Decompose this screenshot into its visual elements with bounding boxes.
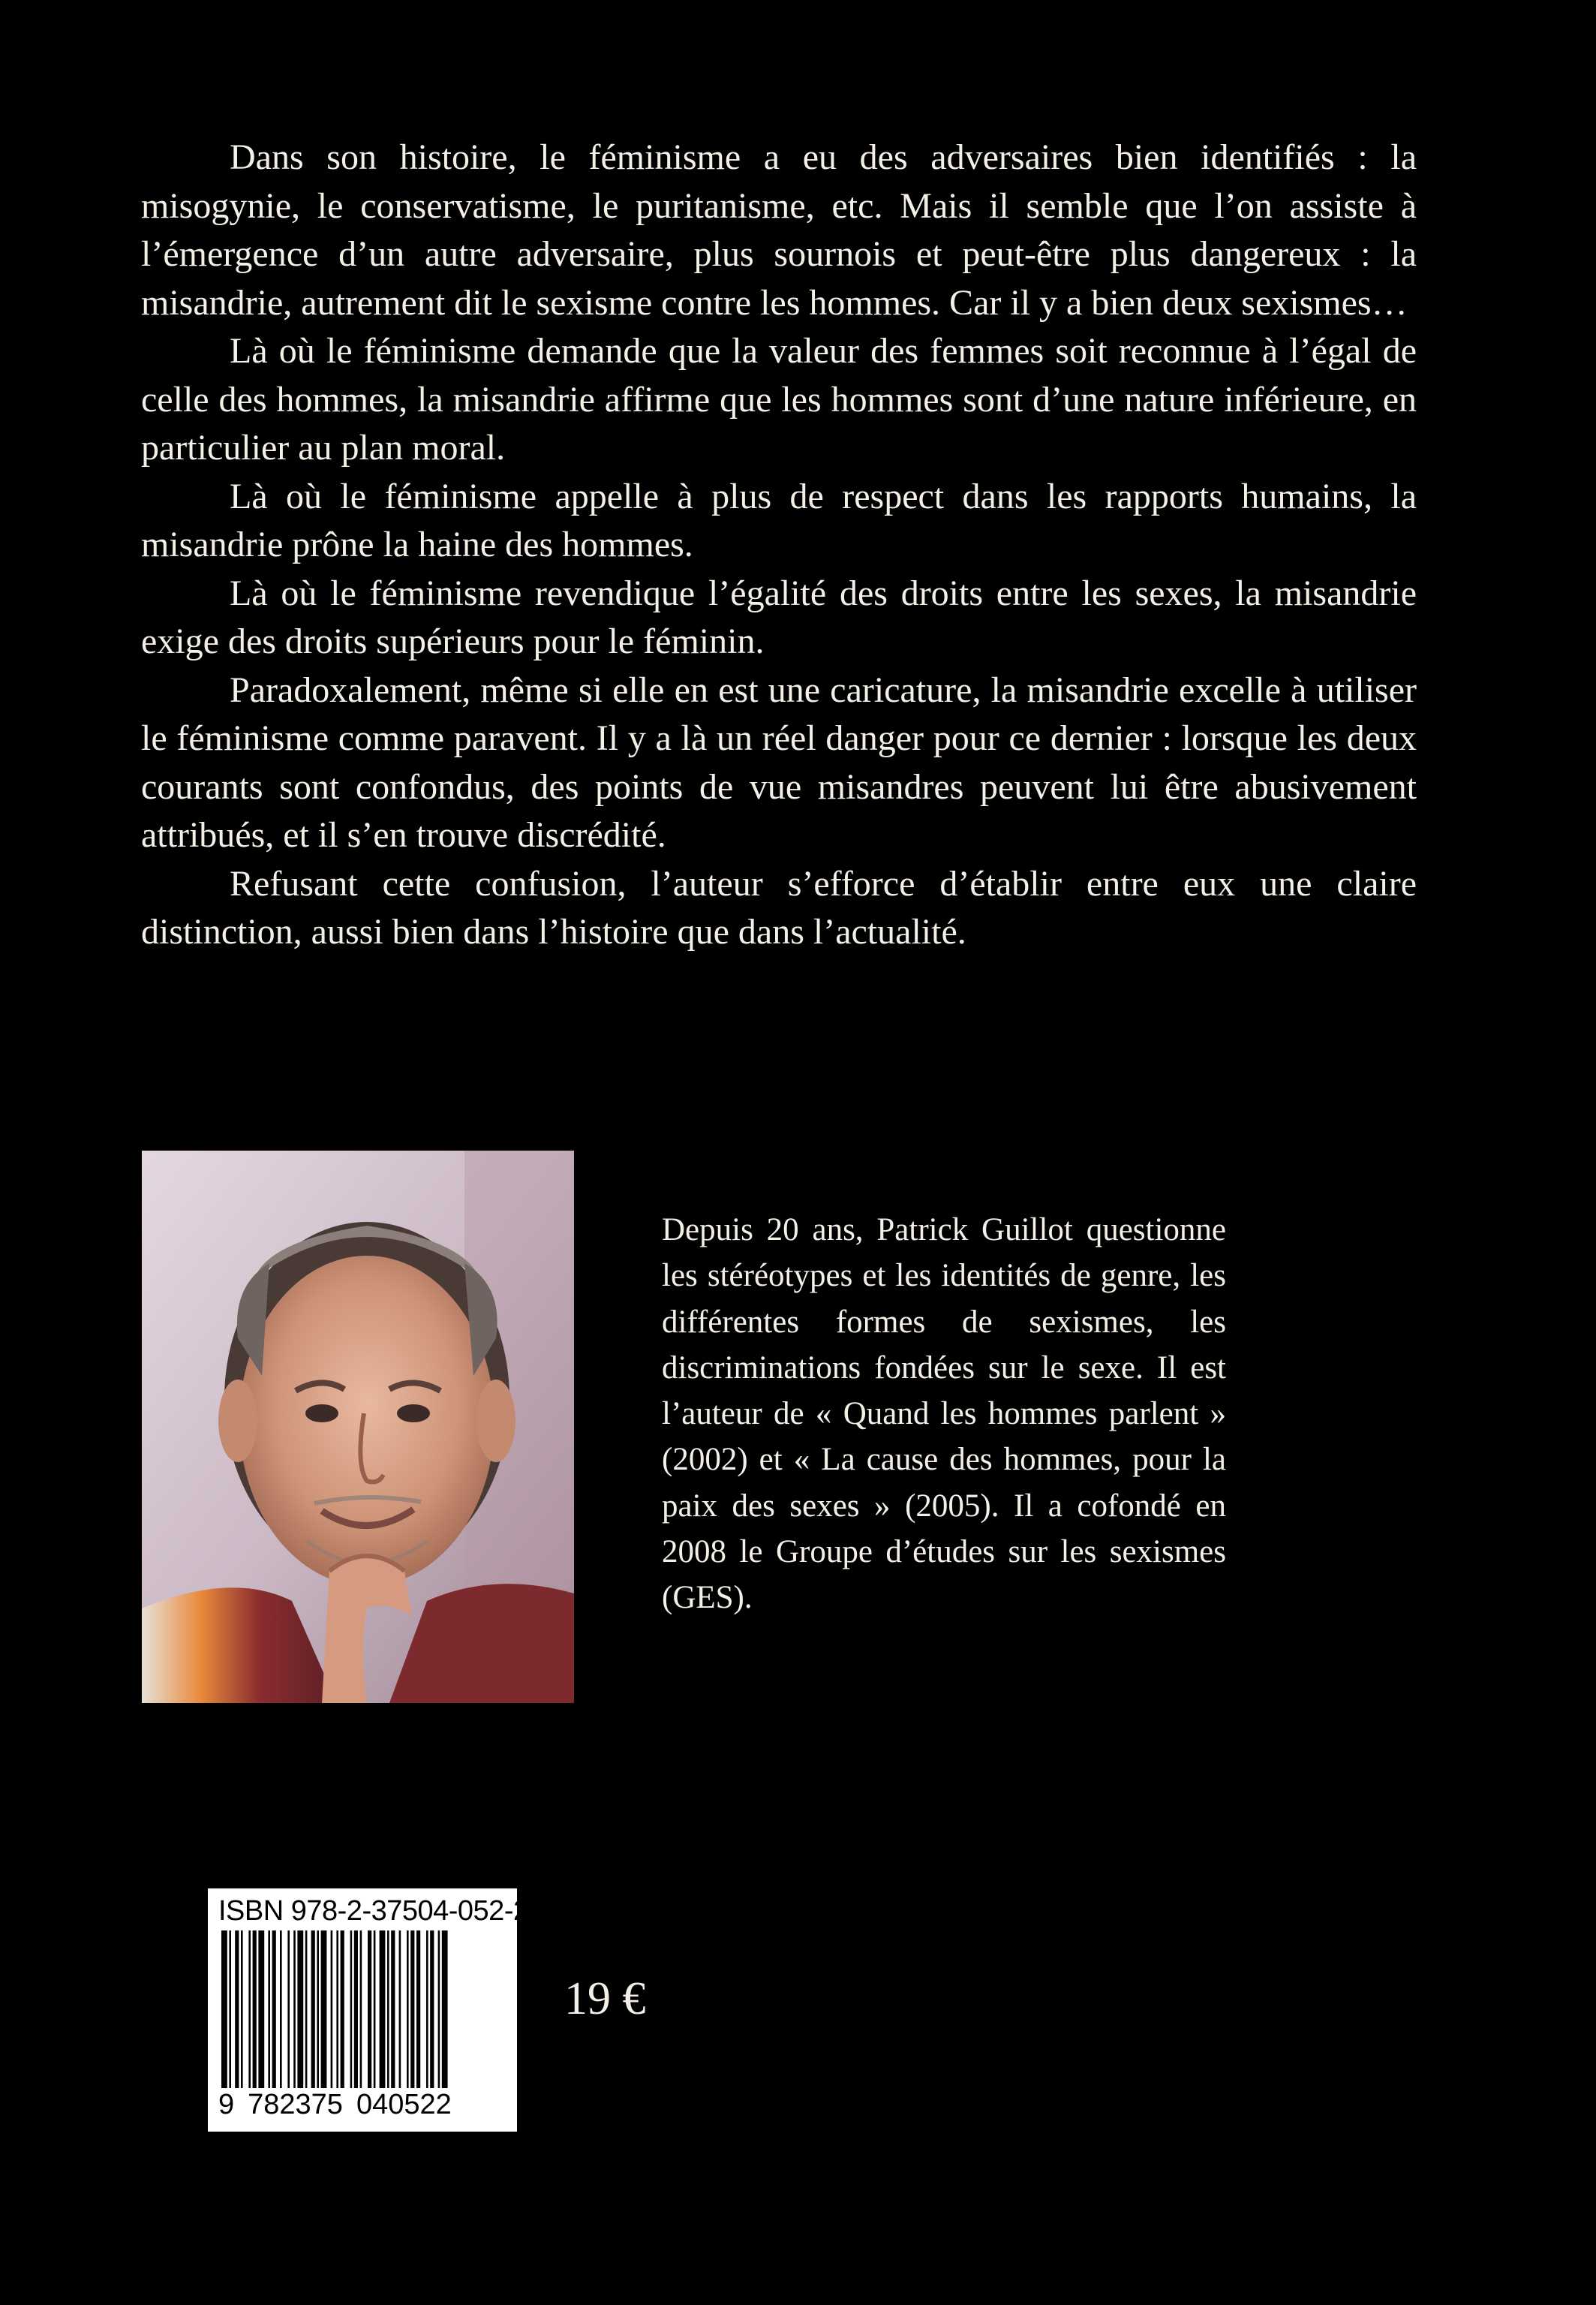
author-bio: Depuis 20 ans, Patrick Guillot questionne les stéréotypes et les identités de genre, les différentes formes de sexismes, les discriminations fondées sur le sexe. Il est l’auteur de « Quand les hommes parlent » (2002) et « La cause des hommes, pour la paix des sexes » (2005). Il a cofondé en 2008 le Groupe d’études sur les sexismes (GES). bbox=[662, 1212, 1226, 1616]
barcode-bar bbox=[399, 1930, 401, 2088]
back-cover-blurb bbox=[141, 134, 1417, 957]
barcode-bar bbox=[241, 1930, 243, 2088]
barcode-bar bbox=[321, 1930, 327, 2088]
blurb-paragraph: Là où le féminisme revendique l’égalité des droits entre les sexes, la misandrie exige des droits supérieurs pour le féminin. bbox=[141, 573, 1417, 661]
barcode-digit-first: 9 bbox=[218, 2089, 235, 2120]
barcode-bar bbox=[374, 1930, 376, 2088]
isbn-barcode bbox=[208, 1888, 529, 2132]
barcode-bar bbox=[426, 1930, 428, 2088]
barcode-bar bbox=[391, 1930, 395, 2088]
barcode-digits-right: 040522 bbox=[356, 2089, 452, 2120]
price-tag: 19 € bbox=[564, 1973, 646, 2024]
barcode-bar bbox=[235, 1930, 239, 2088]
barcode-bar bbox=[311, 1930, 315, 2088]
barcode-digits bbox=[218, 2090, 506, 2120]
barcode-bar bbox=[442, 1930, 448, 2088]
barcode-bar bbox=[221, 1930, 227, 2088]
barcode-bar bbox=[416, 1930, 420, 2088]
blurb-paragraph: Dans son histoire, le féminisme a eu des adversaires bien identifiés : la misogynie, le conservatisme, le puritanisme, etc. Mais il semble que l’on assiste à l’émergence d’un autre adversaire, plus sournois et peut-être plus dangereux : la misandrie, autrement dit le sexisme contre les hommes. Car il y a bien deux sexismes… bbox=[141, 137, 1417, 323]
author-photo bbox=[142, 1151, 574, 1703]
barcode-bar bbox=[341, 1930, 344, 2088]
barcode-bar bbox=[410, 1930, 414, 2088]
barcode-bar bbox=[287, 1930, 290, 2088]
barcode-bar bbox=[305, 1930, 308, 2088]
author-portrait-illustration bbox=[142, 1151, 574, 1703]
barcode-bar bbox=[293, 1930, 296, 2088]
barcode-bar bbox=[317, 1930, 319, 2088]
barcode-bar bbox=[229, 1930, 231, 2088]
barcode-bar bbox=[297, 1930, 303, 2088]
barcode-bar bbox=[368, 1930, 371, 2088]
barcode-bar bbox=[258, 1930, 264, 2088]
barcode-bar bbox=[360, 1930, 362, 2088]
barcode-bar bbox=[380, 1930, 386, 2088]
barcode-bars bbox=[218, 1930, 506, 2088]
barcode-bar bbox=[387, 1930, 389, 2088]
barcode-bar bbox=[331, 1930, 333, 2088]
blurb-paragraph: Là où le féminisme appelle à plus de respect dans les rapports humains, la misandrie prône la haine des hommes. bbox=[141, 476, 1417, 564]
barcode-bar bbox=[430, 1930, 434, 2088]
blurb-paragraph: Paradoxalement, même si elle en est une caricature, la misandrie excelle à utiliser le féminisme comme paravent. Il y a là un réel danger pour ce dernier : lorsque les deux courants sont confondus, des points de vue misandres peuvent lui être abusivement attribués, et il s’en trouve discrédité. bbox=[141, 670, 1417, 855]
barcode-bar bbox=[248, 1930, 251, 2088]
blurb-paragraph: Là où le féminisme demande que la valeur des femmes soit reconnue à l’égal de celle des hommes, la misandrie affirme que les hommes sont d’une nature inférieure, en particulier au plan moral. bbox=[141, 331, 1417, 468]
blurb-paragraph: Refusant cette confusion, l’auteur s’efforce d’établir entre eux une claire distinction, aussi bien dans l’histoire que dans l’actualité. bbox=[141, 863, 1417, 952]
isbn-label: ISBN 978-2-37504-052-2 bbox=[218, 1895, 529, 1927]
barcode-bar bbox=[350, 1930, 353, 2088]
barcode-bar bbox=[354, 1930, 358, 2088]
barcode-bar bbox=[268, 1930, 270, 2088]
barcode-bar bbox=[336, 1930, 338, 2088]
barcode-digits-left: 782375 bbox=[248, 2089, 343, 2120]
barcode-bar bbox=[253, 1930, 257, 2088]
barcode-bar bbox=[280, 1930, 282, 2088]
barcode-bar bbox=[438, 1930, 440, 2088]
barcode-bar bbox=[272, 1930, 276, 2088]
barcode-bar bbox=[407, 1930, 409, 2088]
